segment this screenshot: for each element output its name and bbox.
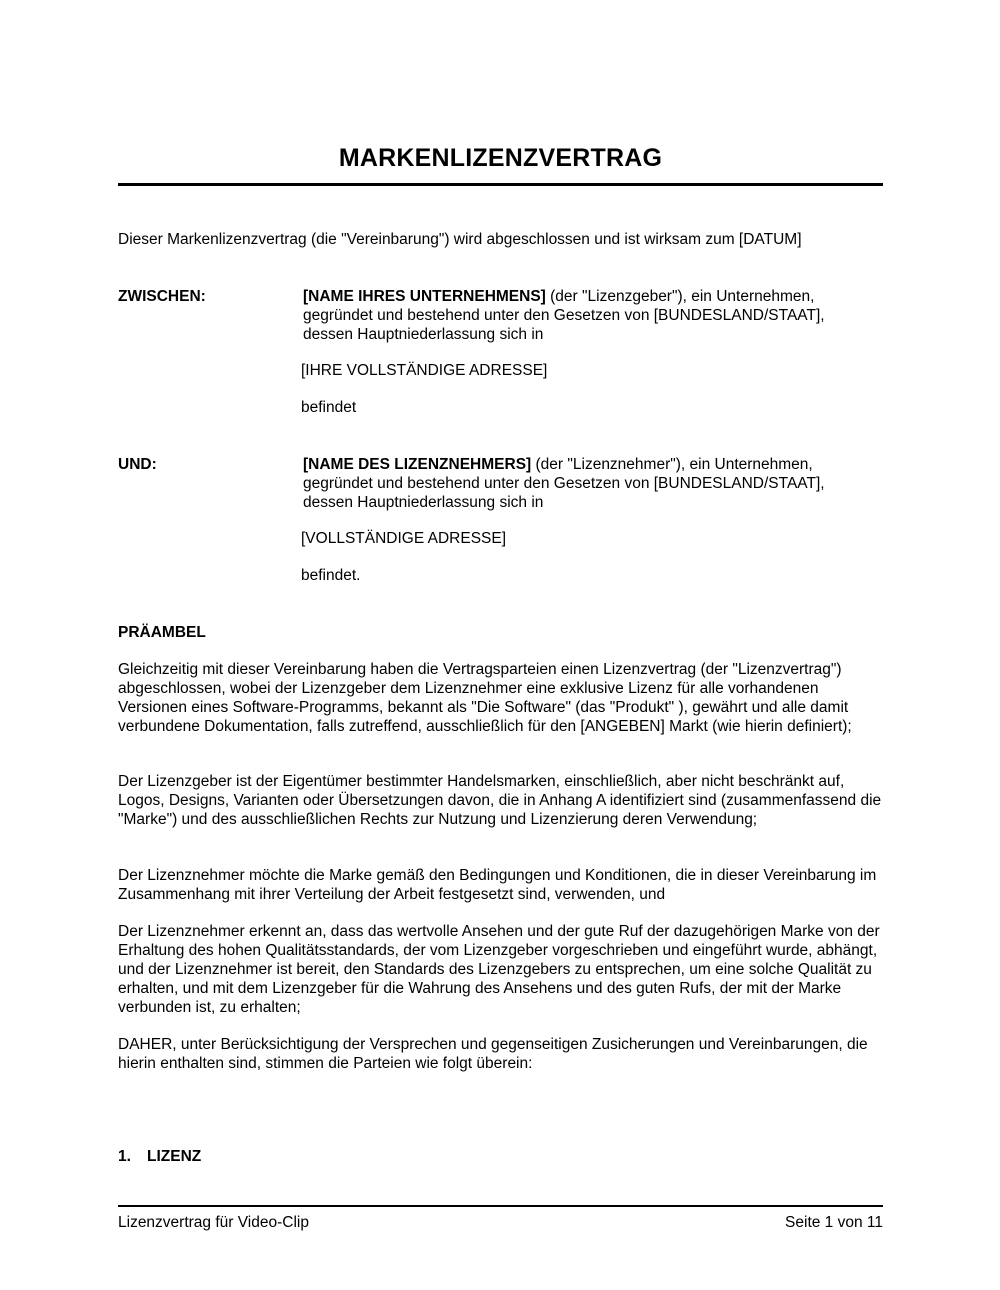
preamble-heading: PRÄAMBEL: [118, 624, 206, 641]
party-line1-rest: (der "Lizenzgeber"), ein Unternehmen,: [545, 288, 815, 305]
footer-divider: [118, 1205, 883, 1207]
footer-document-name: Lizenzvertrag für Video-Clip: [118, 1214, 309, 1231]
licensee-address-placeholder: [VOLLSTÄNDIGE ADRESSE]: [301, 530, 507, 547]
footer-page-number: Seite 1 von 11: [785, 1214, 883, 1231]
preamble-paragraph: Der Lizenznehmer möchte die Marke gemäß den Bedingungen und Konditionen, die in dieser Vereinbarung im Zusammenhang mit ihrer Verteilung der Arbeit festgesetzt sind, verwenden, und: [118, 867, 877, 903]
party-description: [303, 455, 873, 512]
party-label: UND:: [118, 456, 157, 473]
section-number: 1.: [118, 1148, 131, 1165]
section-title: LIZENZ: [147, 1148, 202, 1165]
party-description: [303, 287, 873, 344]
document-title: MARKENLIZENZVERTRAG: [338, 144, 663, 172]
party-label: ZWISCHEN:: [118, 288, 206, 305]
party-line3: dessen Hauptniederlassung sich in: [303, 494, 544, 511]
preamble-paragraph: DAHER, unter Berücksichtigung der Versprechen und gegenseitigen Zusicherungen und Vereinbarungen, die hierin enthalten sind, stimmen die Parteien wie folgt überein:: [118, 1036, 868, 1072]
section-heading-lizenz: [118, 1147, 201, 1166]
party-line2: gegründet und bestehend unter den Gesetzen von [BUNDESLAND/STAAT],: [303, 307, 825, 324]
party-closing: befindet: [301, 399, 357, 416]
document-page: [118, 0, 883, 1290]
party-line1-rest: (der "Lizenznehmer"), ein Unternehmen,: [531, 456, 813, 473]
party-line2: gegründet und bestehend unter den Gesetzen von [BUNDESLAND/STAAT],: [303, 475, 825, 492]
preamble-paragraph: Der Lizenzgeber ist der Eigentümer bestimmter Handelsmarken, einschließlich, aber nicht beschränkt auf, Logos, Designs, Varianten oder Übersetzungen davon, die in Anhang A identifiziert sind (zusammenfassend die "Marke") und des ausschließlichen Rechts zur Nutzung und Lizenzierung deren Verwendung;: [118, 773, 882, 828]
preamble-paragraph: Gleichzeitig mit dieser Vereinbarung haben die Vertragsparteien einen Lizenzvertrag (der "Lizenzvertrag") abgeschlossen, wobei der Lizenzgeber dem Lizenznehmer eine exklusive Lizenz für alle vorhandenen Versionen eines Software-Programms, bekannt als "Die Software" (das "Produkt" ), gewährt und alle damit verbundene Dokumentation, falls zutreffend, ausschließlich für den [ANGEBEN] Markt (wie hierin definiert);: [118, 661, 852, 735]
title-divider: [118, 183, 883, 186]
party-line3: dessen Hauptniederlassung sich in: [303, 326, 544, 343]
preamble-paragraph: Der Lizenznehmer erkennt an, dass das wertvolle Ansehen und der gute Ruf der dazugehörigen Marke von der Erhaltung des hohen Qualitätsstandards, der vom Lizenzgeber vorgeschrieben und eingeführt wurde, abhängt, und der Lizenznehmer ist bereit, den Standards des Lizenzgebers zu entsprechen, um eine solche Qualität zu erhalten, und mit dem Lizenzgeber für die Wahrung des Ansehens und des guten Rufs, der mit der Marke verbunden ist, zu erhalten;: [118, 923, 880, 1016]
licensee-name-placeholder: [NAME DES LIZENZNEHMERS]: [303, 456, 532, 473]
licensor-address-placeholder: [IHRE VOLLSTÄNDIGE ADRESSE]: [301, 362, 548, 379]
licensor-name-placeholder: [NAME IHRES UNTERNEHMENS]: [303, 288, 546, 305]
party-closing: befindet.: [301, 567, 361, 584]
intro-sentence: Dieser Markenlizenzvertrag (die "Vereinbarung") wird abgeschlossen und ist wirksam zum [DATUM]: [118, 231, 802, 248]
